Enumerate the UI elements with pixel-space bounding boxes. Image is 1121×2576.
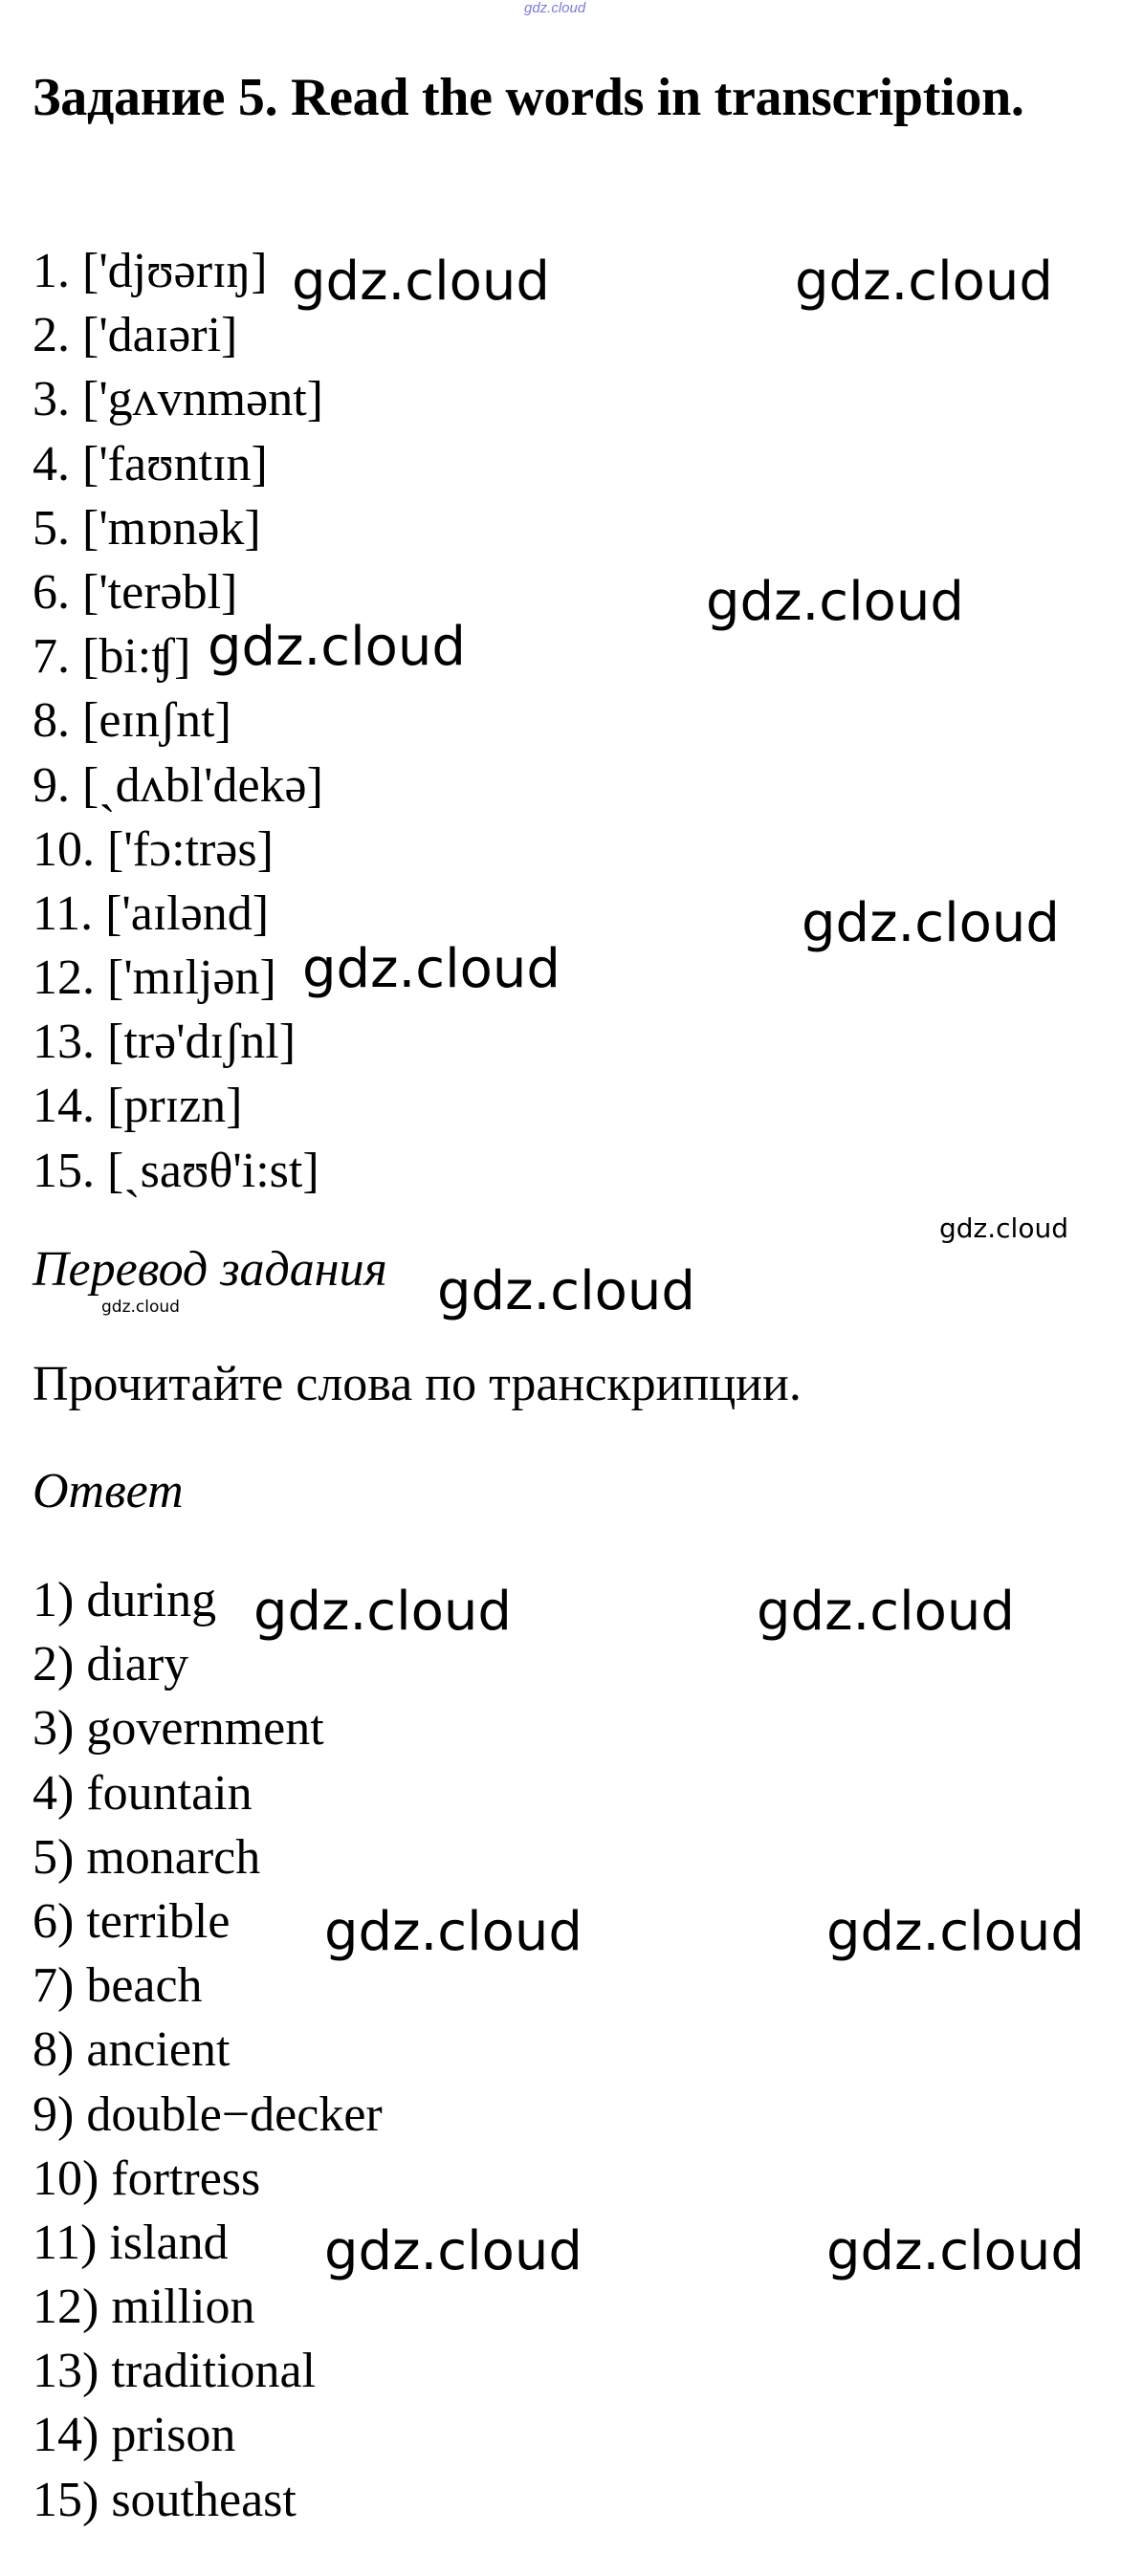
list-item: 6) terrible — [33, 1893, 231, 1949]
list-item: 9) double−decker — [33, 2086, 383, 2142]
top-watermark: gdz.cloud — [524, 0, 586, 16]
list-item: 12. ['mɪljən] — [33, 950, 276, 1006]
watermark: gdz.cloud — [253, 1581, 512, 1643]
list-item: 15. [ˏsaʊθ'i:st] — [33, 1143, 319, 1198]
list-item: 13. [trə'dɪʃnl] — [33, 1015, 297, 1070]
watermark: gdz.cloud — [437, 1260, 695, 1322]
list-item: 9. [ˏdʌbl'dekə] — [33, 757, 323, 813]
watermark: gdz.cloud — [101, 1298, 180, 1317]
list-item: 14) prison — [33, 2408, 236, 2463]
list-item: 7) beach — [33, 1958, 203, 2014]
list-item: 12) million — [33, 2280, 255, 2335]
translation-heading: Перевод задания — [33, 1242, 387, 1297]
watermark: gdz.cloud — [939, 1212, 1068, 1244]
transcription-list — [33, 239, 323, 1203]
list-item: 6. ['terəbl] — [33, 564, 238, 620]
watermark: gdz.cloud — [706, 571, 964, 633]
watermark: gdz.cloud — [802, 892, 1060, 954]
watermark: gdz.cloud — [324, 2220, 582, 2282]
list-item: 3) government — [33, 1701, 324, 1757]
list-item: 13) traditional — [33, 2344, 317, 2399]
watermark: gdz.cloud — [302, 938, 560, 1000]
list-item: 10. ['fɔ:trəs] — [33, 821, 274, 877]
watermark: gdz.cloud — [826, 2220, 1085, 2282]
list-item: 4. ['faʊntɪn] — [33, 436, 268, 491]
list-item: 7. [bi:ʧ] — [33, 629, 191, 685]
list-item: 1) during — [33, 1573, 217, 1627]
list-item: 8) ancient — [33, 2022, 231, 2078]
list-item: 15) southeast — [33, 2472, 297, 2527]
list-item: 2. ['daɪəri] — [33, 308, 238, 363]
watermark: gdz.cloud — [208, 616, 466, 678]
translation-text: Прочитайте слова по транскрипции. — [33, 1357, 802, 1411]
list-item: 11) island — [33, 2215, 229, 2270]
list-item: 4) fountain — [33, 1765, 253, 1821]
list-item: 5. ['mɒnək] — [33, 500, 261, 556]
watermark: gdz.cloud — [757, 1581, 1015, 1643]
watermark: gdz.cloud — [324, 1901, 582, 1963]
list-item: 8. [eɪnʃnt] — [33, 693, 231, 749]
answer-list — [33, 1568, 383, 2532]
list-item: 1. ['djʊərɪŋ] — [33, 244, 268, 298]
list-item: 14. [prɪzn] — [33, 1079, 243, 1134]
list-item: 10) fortress — [33, 2150, 261, 2206]
answer-heading: Ответ — [33, 1464, 184, 1518]
list-item: 11. ['aɪlənd] — [33, 885, 270, 941]
watermark: gdz.cloud — [795, 251, 1053, 313]
watermark: gdz.cloud — [826, 1901, 1085, 1963]
list-item: 2) diary — [33, 1637, 189, 1692]
page-title: Задание 5. Read the words in transcription. — [33, 68, 1024, 127]
watermark: gdz.cloud — [292, 251, 550, 313]
list-item: 5) monarch — [33, 1829, 261, 1885]
list-item: 3. ['gʌvnmənt] — [33, 372, 323, 427]
